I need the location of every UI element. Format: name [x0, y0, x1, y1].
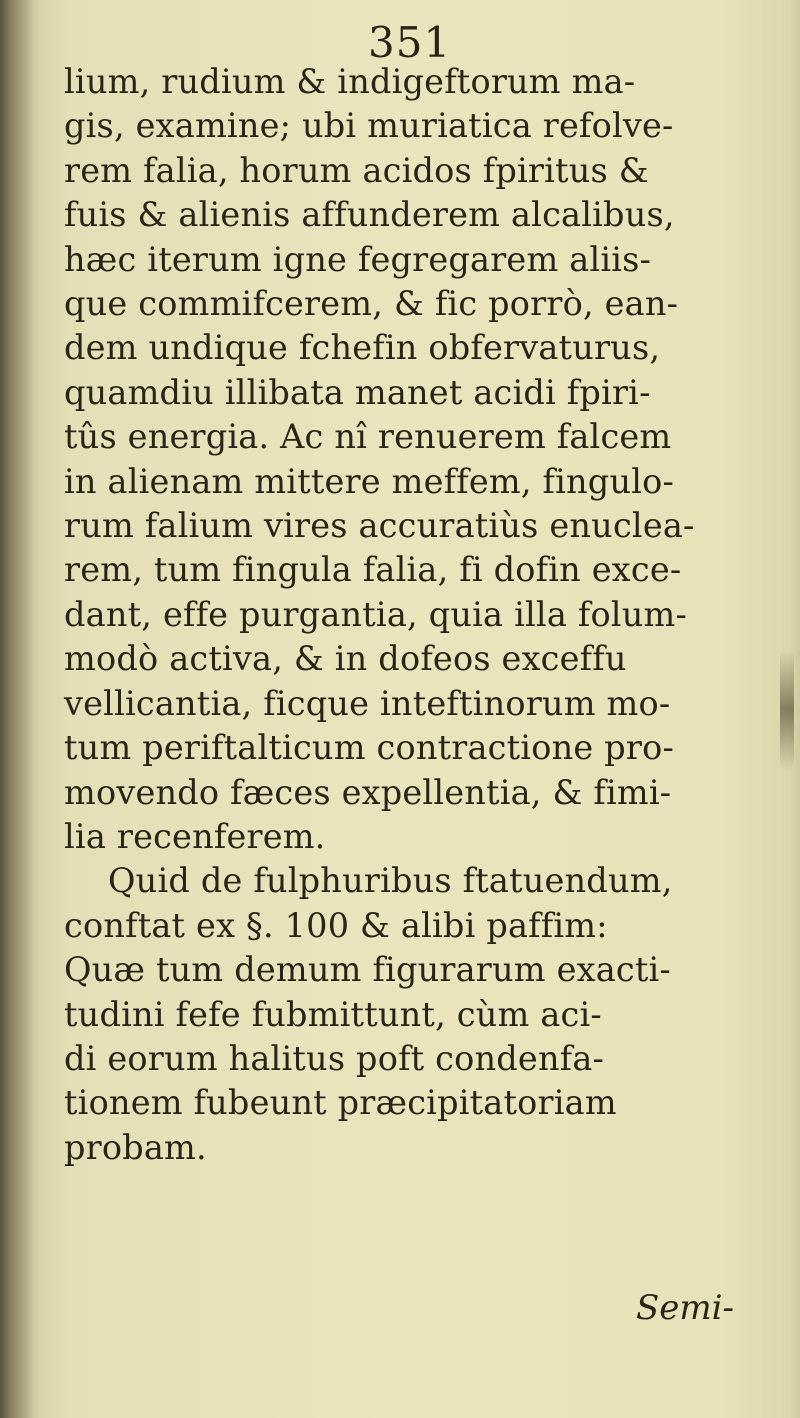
text-line: lia recenferem. [64, 816, 326, 856]
text-line: dant, effe purgantia, quia illa folum- [64, 594, 687, 634]
page-number: 351 [368, 18, 452, 67]
text-line: Quæ tum demum figurarum exacti- [64, 950, 671, 990]
text-line: que commifcerem, & fic porrò, ean- [64, 284, 679, 324]
text-line: quamdiu illibata manet acidi fpiri- [64, 372, 651, 412]
text-line: hæc iterum igne fegregarem aliis- [64, 239, 652, 279]
text-line: tûs energia. Ac nî renuerem falcem [64, 417, 672, 457]
text-line: conftat ex §. 100 & alibi paffim: [64, 905, 608, 945]
text-line: rem, tum fingula falia, fi dofin exce- [64, 550, 682, 590]
text-line: di eorum halitus poft condenfa- [64, 1038, 605, 1078]
text-line: lium, rudium & indigeftorum ma- [64, 62, 636, 101]
text-line: tudini fefe fubmittunt, cùm aci- [64, 994, 602, 1034]
text-line: rem falia, horum acidos fpiritus & [64, 150, 649, 190]
text-line: dem undique fchefin obfervaturus, [64, 328, 661, 368]
text-line: modò activa, & in dofeos exceffu [64, 639, 627, 679]
text-line: gis, examine; ubi muriatica refolve- [64, 106, 674, 146]
text-line: rum falium vires accuratiùs enuclea- [64, 506, 695, 546]
ink-smudge [780, 650, 794, 770]
text-line: in alienam mittere meffem, fingulo- [64, 461, 675, 501]
text-line: tum periftalticum contractione pro- [64, 728, 674, 768]
book-spine-shadow [0, 0, 34, 1418]
catchword: Semi- [636, 1288, 735, 1328]
text-line: tionem fubeunt præcipitatoriam [64, 1083, 617, 1123]
body-text [64, 60, 784, 1170]
paragraph-start-line: Quid de fulphuribus ftatuendum, [108, 861, 673, 901]
text-line: movendo fæces expellentia, & fimi- [64, 772, 672, 812]
text-line: probam. [64, 1127, 207, 1167]
text-line: fuis & alienis affunderem alcalibus, [64, 195, 675, 235]
text-line: vellicantia, ficque inteftinorum mo- [64, 683, 671, 723]
